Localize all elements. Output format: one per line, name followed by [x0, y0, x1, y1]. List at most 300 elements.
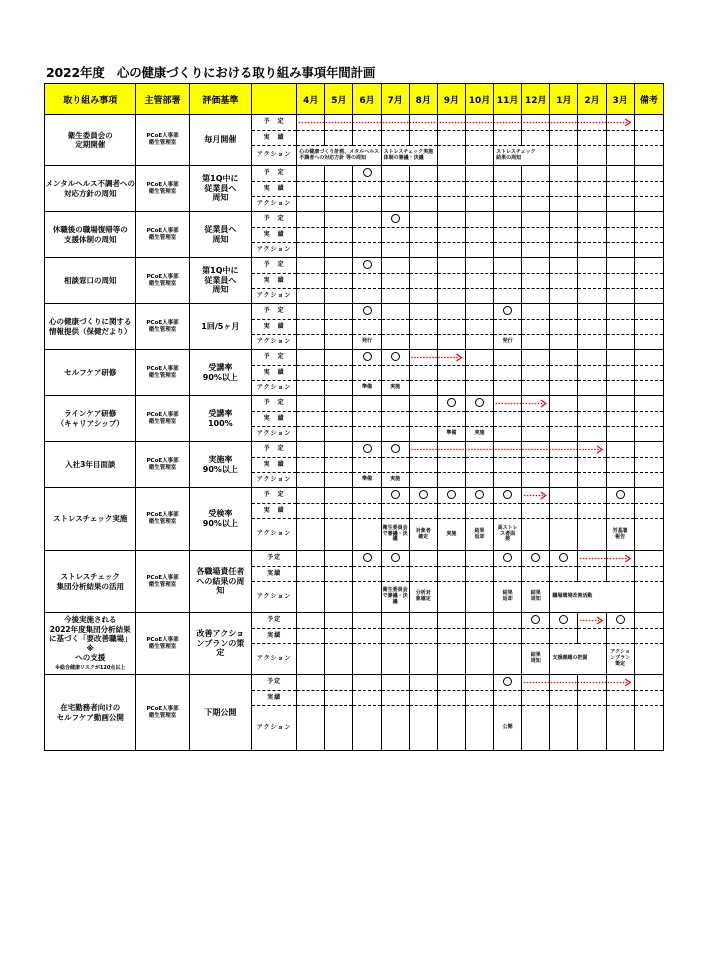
cell-result-10 [550, 228, 578, 243]
cell-plan-8 [494, 675, 522, 691]
cell-result-4 [381, 567, 409, 582]
plan-circle [391, 444, 400, 453]
cell-action-4 [381, 427, 409, 442]
cell-result-2 [325, 366, 353, 381]
cell-result-2 [325, 629, 353, 644]
action-text: 労基署 報告 [612, 527, 628, 540]
header-blank [251, 84, 296, 115]
cell-plan-5 [409, 304, 437, 320]
cell-plan-6 [437, 212, 465, 228]
cell-plan-6 [437, 166, 465, 182]
cell-plan-11 [578, 258, 606, 274]
cell-action-11 [578, 473, 606, 488]
cell-result-2 [325, 458, 353, 473]
cell-plan-5 [409, 396, 437, 412]
cell-action-7 [465, 197, 493, 212]
cell-plan-1 [297, 115, 325, 131]
cell-plan-7 [465, 488, 493, 504]
cell-action-2 [325, 289, 353, 304]
cell-plan-4 [381, 304, 409, 320]
cell-result-8 [494, 274, 522, 289]
cell-action-2 [325, 519, 353, 551]
plan-circle [447, 398, 456, 407]
cell-action-8 [494, 473, 522, 488]
cell-result-9 [522, 504, 550, 519]
row-label-action: アクション [251, 289, 296, 304]
cell-action-1 [297, 427, 325, 442]
cell-plan-11 [578, 551, 606, 567]
cell-action-5 [409, 706, 437, 751]
cell-action-1 [297, 146, 381, 166]
cell-result-5 [409, 412, 437, 427]
cell-action-2 [325, 473, 353, 488]
item-name: 衛生委員会の 定期開催 [45, 115, 136, 166]
cell-plan-3 [353, 675, 381, 691]
cell-plan-5 [409, 212, 437, 228]
cell-result-4 [381, 504, 409, 519]
cell-action-4 [381, 146, 437, 166]
cell-remarks-action [634, 243, 663, 258]
cell-plan-2 [325, 613, 353, 629]
cell-result-10 [550, 629, 578, 644]
cell-remarks-action [634, 146, 663, 166]
cell-result-2 [325, 131, 353, 146]
cell-remarks-plan [634, 613, 663, 629]
cell-action-5 [409, 381, 437, 396]
cell-result-7 [465, 691, 493, 706]
action-text: 結果 返却 [502, 590, 513, 602]
annual-plan-table [44, 83, 664, 751]
item-name: ストレスチェック 集団分析結果の活用 [45, 551, 136, 613]
cell-result-6 [437, 274, 465, 289]
cell-remarks-action [634, 335, 663, 350]
plan-circle [363, 306, 372, 315]
item-name: メンタルヘルス不調者への対応方針の周知 [45, 166, 136, 212]
cell-action-11 [578, 289, 606, 304]
cell-action-11 [578, 519, 606, 551]
cell-action-12 [606, 381, 634, 396]
cell-result-7 [465, 412, 493, 427]
row-label-action: アクション [251, 582, 296, 613]
cell-result-3 [353, 691, 381, 706]
cell-remarks-result [634, 320, 663, 335]
item-criteria: 受講率 100% [189, 396, 251, 442]
cell-plan-3 [353, 166, 381, 182]
header-remarks: 備考 [634, 84, 663, 115]
header-month-6: 9月 [437, 84, 465, 115]
cell-action-12 [606, 243, 634, 258]
cell-result-12 [606, 228, 634, 243]
cell-remarks-action [634, 582, 663, 613]
row-label-result: 実 績 [251, 458, 296, 473]
cell-plan-4 [381, 115, 409, 131]
cell-plan-3 [353, 396, 381, 412]
cell-result-7 [465, 366, 493, 381]
cell-result-12 [606, 320, 634, 335]
cell-result-11 [578, 412, 606, 427]
action-text: 準備 [362, 384, 373, 391]
row-label-plan: 予 定 [251, 115, 296, 131]
header-month-1: 4月 [297, 84, 325, 115]
row-label-action: アクション [251, 706, 296, 751]
cell-result-12 [606, 629, 634, 644]
cell-action-6 [437, 519, 465, 551]
cell-plan-4 [381, 166, 409, 182]
row-label-action: アクション [251, 243, 296, 258]
cell-result-9 [522, 228, 550, 243]
cell-result-5 [409, 228, 437, 243]
cell-plan-2 [325, 675, 353, 691]
cell-plan-4 [381, 551, 409, 567]
cell-remarks-action [634, 197, 663, 212]
cell-action-6 [437, 427, 465, 442]
item-dept: PCoE人事部 衛生管理室 [136, 304, 189, 350]
cell-plan-10 [550, 166, 578, 182]
cell-action-8 [494, 146, 550, 166]
table-row-7-plan [45, 396, 664, 412]
cell-result-6 [437, 228, 465, 243]
cell-plan-12 [606, 488, 634, 504]
cell-action-1 [297, 644, 325, 675]
cell-plan-11 [578, 166, 606, 182]
cell-plan-2 [325, 488, 353, 504]
cell-action-5 [409, 582, 437, 613]
cell-plan-8 [494, 488, 522, 504]
cell-result-2 [325, 320, 353, 335]
cell-result-1 [297, 629, 325, 644]
cell-action-7 [465, 427, 493, 442]
cell-result-7 [465, 504, 493, 519]
cell-action-4 [381, 197, 409, 212]
cell-action-7 [465, 289, 493, 304]
cell-plan-7 [465, 115, 493, 131]
cell-action-7 [465, 335, 493, 350]
plan-circle [363, 168, 372, 177]
cell-result-7 [465, 228, 493, 243]
cell-action-4 [381, 243, 409, 258]
item-name: 心の健康づくりに関する 情報提供（保健だより） [45, 304, 136, 350]
cell-result-4 [381, 228, 409, 243]
row-label-action: アクション [251, 427, 296, 442]
cell-plan-5 [409, 166, 437, 182]
cell-remarks-plan [634, 212, 663, 228]
cell-action-5 [409, 473, 437, 488]
cell-action-12 [606, 519, 634, 551]
cell-result-8 [494, 504, 522, 519]
cell-result-12 [606, 458, 634, 473]
cell-plan-8 [494, 258, 522, 274]
action-text: 心の健康づくり計画、メタルヘルス 不調者への対応方針 等の周知 [299, 148, 380, 161]
cell-action-1 [297, 197, 325, 212]
plan-circle [363, 553, 372, 562]
cell-action-10 [550, 146, 578, 166]
row-label-action: アクション [251, 519, 296, 551]
item-criteria: 実施率 90%以上 [189, 442, 251, 488]
cell-plan-3 [353, 488, 381, 504]
cell-plan-11 [578, 488, 606, 504]
row-label-action: アクション [251, 644, 296, 675]
cell-plan-10 [550, 613, 578, 629]
table-row-2-plan [45, 166, 664, 182]
cell-action-8 [494, 519, 522, 551]
cell-result-1 [297, 274, 325, 289]
cell-action-4 [381, 706, 409, 751]
cell-result-3 [353, 629, 381, 644]
cell-result-4 [381, 131, 409, 146]
cell-plan-1 [297, 258, 325, 274]
cell-action-5 [409, 335, 437, 350]
cell-action-8 [494, 582, 522, 613]
row-label-result: 実 績 [251, 274, 296, 289]
cell-action-6 [437, 706, 465, 751]
item-criteria: 従業員へ 周知 [189, 212, 251, 258]
action-text: 衛生委員会 で審議・決 議 [382, 524, 408, 543]
cell-remarks-action [634, 289, 663, 304]
cell-plan-1 [297, 396, 325, 412]
cell-result-11 [578, 629, 606, 644]
cell-action-6 [437, 381, 465, 396]
cell-plan-5 [409, 613, 437, 629]
cell-plan-8 [494, 613, 522, 629]
item-dept: PCoE人事部 衛生管理室 [136, 442, 189, 488]
cell-remarks-plan [634, 675, 663, 691]
cell-result-10 [550, 182, 578, 197]
item-name: 休職後の職場復帰等の 支援体制の周知 [45, 212, 136, 258]
cell-plan-11 [578, 115, 606, 131]
cell-plan-8 [494, 115, 522, 131]
cell-plan-8 [494, 442, 522, 458]
cell-action-9 [522, 427, 550, 442]
cell-plan-5 [409, 258, 437, 274]
cell-plan-4 [381, 350, 409, 366]
cell-action-3 [353, 644, 381, 675]
cell-plan-8 [494, 551, 522, 567]
cell-action-3 [353, 335, 381, 350]
cell-result-11 [578, 182, 606, 197]
cell-result-9 [522, 412, 550, 427]
cell-action-3 [353, 289, 381, 304]
item-name: ストレスチェック実施 [45, 488, 136, 551]
action-text: 実施 [446, 530, 457, 537]
table-row-8-plan [45, 442, 664, 458]
table-row-9-plan [45, 488, 664, 504]
cell-action-10 [550, 582, 634, 613]
cell-result-6 [437, 366, 465, 381]
cell-result-3 [353, 182, 381, 197]
header-month-10: 1月 [550, 84, 578, 115]
cell-action-12 [606, 197, 634, 212]
cell-action-12 [606, 146, 634, 166]
cell-action-1 [297, 706, 325, 751]
cell-result-9 [522, 131, 550, 146]
cell-result-2 [325, 691, 353, 706]
table-row-1-plan [45, 115, 664, 131]
cell-result-10 [550, 458, 578, 473]
cell-plan-11 [578, 675, 606, 691]
cell-action-2 [325, 644, 353, 675]
cell-action-1 [297, 289, 325, 304]
action-text: アクショ ンプラン 策定 [610, 649, 631, 667]
cell-result-12 [606, 504, 634, 519]
page-title: 2022年度 心の健康づくりにおける取り組み事項年間計画 [46, 65, 376, 80]
cell-plan-4 [381, 613, 409, 629]
cell-plan-12 [606, 442, 634, 458]
header-month-3: 6月 [353, 84, 381, 115]
cell-plan-9 [522, 675, 550, 691]
item-criteria: 受検率 90%以上 [189, 488, 251, 551]
cell-result-1 [297, 366, 325, 381]
cell-plan-6 [437, 258, 465, 274]
cell-action-12 [606, 335, 634, 350]
cell-action-9 [522, 289, 550, 304]
cell-plan-12 [606, 396, 634, 412]
cell-result-10 [550, 320, 578, 335]
cell-remarks-result [634, 182, 663, 197]
cell-remarks-plan [634, 396, 663, 412]
item-criteria: 各職場責任者 への結果の周 知 [189, 551, 251, 613]
item-dept: PCoE人事部 衛生管理室 [136, 396, 189, 442]
cell-action-4 [381, 289, 409, 304]
cell-action-4 [381, 582, 409, 613]
cell-result-5 [409, 567, 437, 582]
cell-result-2 [325, 504, 353, 519]
cell-result-3 [353, 366, 381, 381]
cell-result-3 [353, 228, 381, 243]
cell-result-11 [578, 567, 606, 582]
row-label-result: 実 績 [251, 366, 296, 381]
cell-plan-12 [606, 304, 634, 320]
action-text: 結果 周知 [530, 590, 541, 602]
cell-plan-8 [494, 396, 522, 412]
cell-result-11 [578, 228, 606, 243]
cell-result-6 [437, 412, 465, 427]
cell-plan-1 [297, 675, 325, 691]
cell-result-1 [297, 691, 325, 706]
cell-plan-5 [409, 350, 437, 366]
cell-plan-4 [381, 258, 409, 274]
cell-remarks-result [634, 629, 663, 644]
cell-result-6 [437, 458, 465, 473]
header-month-9: 12月 [522, 84, 550, 115]
cell-remarks-action [634, 519, 663, 551]
cell-plan-10 [550, 551, 578, 567]
cell-plan-10 [550, 488, 578, 504]
cell-remarks-result [634, 458, 663, 473]
cell-result-4 [381, 274, 409, 289]
item-criteria: 毎月開催 [189, 115, 251, 166]
cell-action-6 [437, 197, 465, 212]
plan-circle [475, 398, 484, 407]
cell-action-6 [437, 335, 465, 350]
cell-result-4 [381, 412, 409, 427]
cell-action-1 [297, 381, 325, 396]
cell-plan-11 [578, 212, 606, 228]
cell-plan-11 [578, 442, 606, 458]
cell-action-7 [465, 146, 493, 166]
cell-action-11 [578, 146, 606, 166]
cell-result-3 [353, 504, 381, 519]
cell-action-10 [550, 519, 578, 551]
row-label-result: 実 績 [251, 182, 296, 197]
cell-plan-10 [550, 212, 578, 228]
header-criteria: 評価基準 [189, 84, 251, 115]
cell-action-7 [465, 582, 493, 613]
cell-result-8 [494, 182, 522, 197]
cell-remarks-action [634, 473, 663, 488]
row-label-plan: 予定 [251, 613, 296, 629]
cell-action-9 [522, 519, 550, 551]
cell-plan-7 [465, 304, 493, 320]
row-label-plan: 予 定 [251, 304, 296, 320]
cell-plan-6 [437, 115, 465, 131]
cell-action-5 [409, 289, 437, 304]
cell-result-7 [465, 629, 493, 644]
item-criteria: 1回/5ヶ月 [189, 304, 251, 350]
action-text: 支援課題の把握 [552, 655, 588, 662]
cell-remarks-action [634, 706, 663, 751]
cell-result-7 [465, 567, 493, 582]
cell-plan-11 [578, 613, 606, 629]
cell-result-2 [325, 567, 353, 582]
cell-result-5 [409, 182, 437, 197]
cell-plan-10 [550, 442, 578, 458]
action-text: 対象者 確定 [415, 527, 431, 540]
cell-action-3 [353, 427, 381, 442]
table-row-11-plan [45, 613, 664, 629]
cell-result-1 [297, 131, 325, 146]
cell-action-8 [494, 427, 522, 442]
cell-action-5 [409, 519, 437, 551]
plan-circle [559, 615, 568, 624]
cell-result-9 [522, 629, 550, 644]
cell-result-10 [550, 131, 578, 146]
row-label-action: アクション [251, 146, 296, 166]
cell-action-6 [437, 473, 465, 488]
cell-plan-12 [606, 350, 634, 366]
cell-plan-4 [381, 488, 409, 504]
table-row-3-plan [45, 212, 664, 228]
cell-action-10 [550, 644, 606, 675]
cell-action-7 [465, 381, 493, 396]
cell-plan-7 [465, 396, 493, 412]
row-label-action: アクション [251, 197, 296, 212]
cell-action-7 [465, 473, 493, 488]
plan-circle [616, 615, 625, 624]
cell-result-6 [437, 629, 465, 644]
cell-result-8 [494, 228, 522, 243]
cell-plan-7 [465, 442, 493, 458]
cell-result-2 [325, 228, 353, 243]
cell-result-3 [353, 274, 381, 289]
cell-remarks-result [634, 504, 663, 519]
item-dept: PCoE人事部 衛生管理室 [136, 115, 189, 166]
cell-remarks-action [634, 644, 663, 675]
action-text: 発行 [362, 338, 373, 345]
cell-result-6 [437, 182, 465, 197]
cell-action-6 [437, 582, 465, 613]
cell-result-1 [297, 567, 325, 582]
cell-action-2 [325, 582, 353, 613]
cell-plan-10 [550, 675, 578, 691]
cell-result-4 [381, 691, 409, 706]
cell-plan-5 [409, 115, 437, 131]
cell-plan-6 [437, 551, 465, 567]
item-name: 今後実施される 2022年度集団分析結果 に基づく「要改善職場」 ※ への支援 ※総合健康リスクが120点以上 [45, 613, 136, 675]
cell-result-4 [381, 629, 409, 644]
cell-plan-4 [381, 212, 409, 228]
cell-action-2 [325, 427, 353, 442]
cell-plan-7 [465, 212, 493, 228]
